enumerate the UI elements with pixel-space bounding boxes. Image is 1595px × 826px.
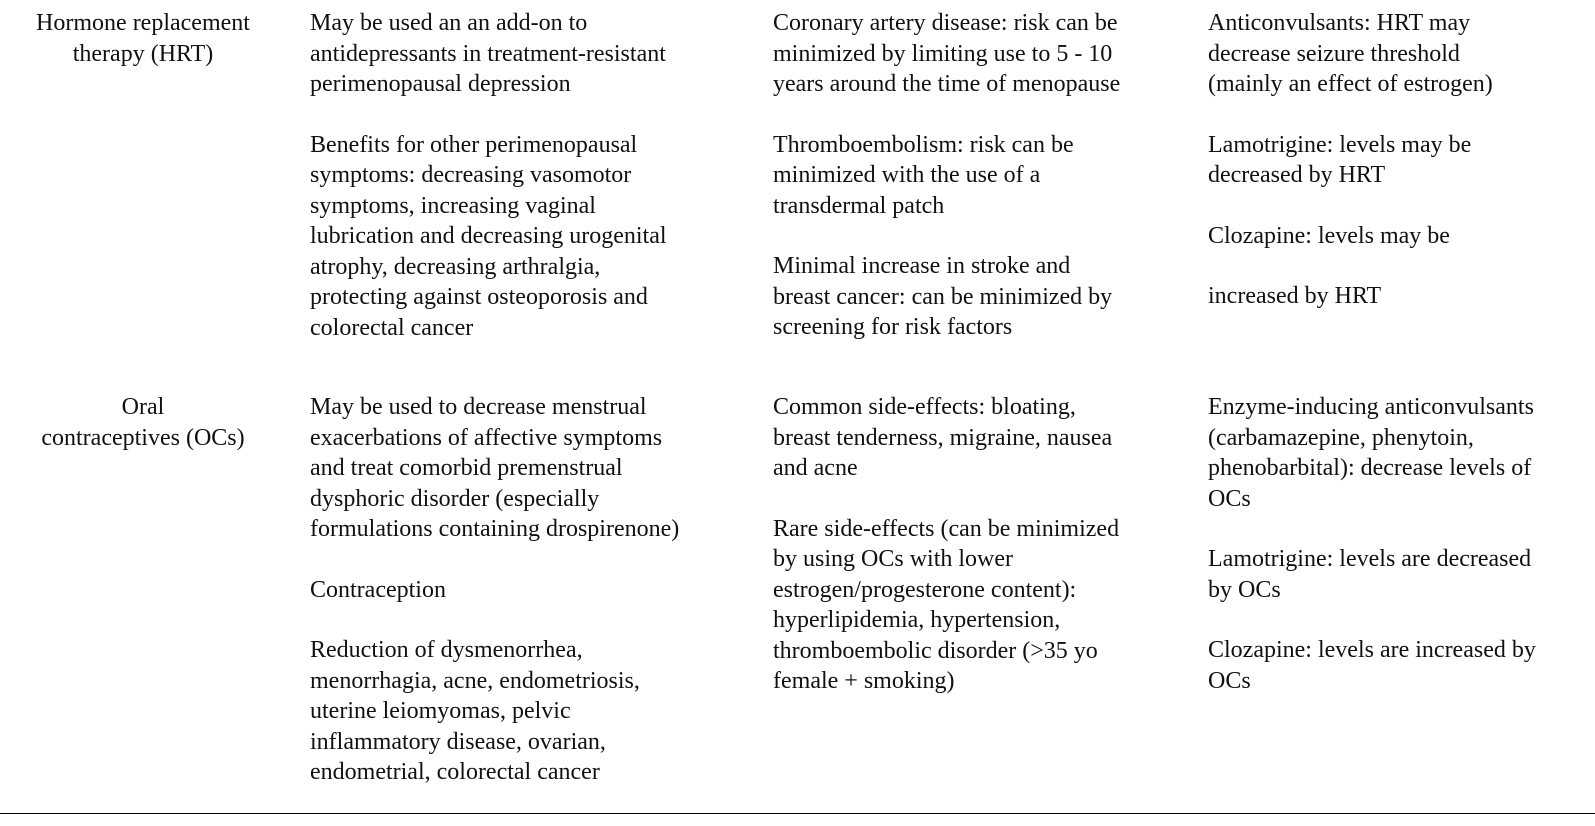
text-line: Anticonvulsants: HRT may [1208, 10, 1471, 36]
drug-name-line: Oral [121, 394, 165, 420]
risk-paragraph [773, 514, 1119, 697]
drug-name-line: contraceptives (OCs) [41, 424, 245, 451]
text-line: protecting against osteoporosis and [310, 284, 648, 310]
interactions-cell-hrt [1208, 8, 1493, 312]
uses-cell-hrt [310, 8, 667, 343]
text-line: Enzyme-inducing anticonvulsants [1208, 394, 1534, 420]
text-line: uterine leiomyomas, pelvic [310, 698, 571, 724]
risk-paragraph [773, 251, 1120, 343]
text-line: by using OCs with lower [773, 546, 1013, 572]
text-line: May be used to decrease menstrual [310, 394, 647, 420]
interaction-paragraph [1208, 221, 1493, 252]
text-line: May be used an an add-on to [310, 10, 588, 36]
text-line: OCs [1208, 667, 1251, 694]
text-line: (carbamazepine, phenytoin, [1208, 424, 1474, 451]
text-line: endometrial, colorectal cancer [310, 759, 600, 785]
drug-name-line: therapy (HRT) [72, 40, 214, 67]
text-line: female + smoking) [773, 668, 955, 694]
text-line: transdermal patch [773, 192, 945, 219]
text-line: minimized by limiting use to 5 - 10 [773, 40, 1113, 67]
uses-cell-ocs [310, 392, 679, 788]
text-line: thromboembolic disorder (>35 yo [773, 637, 1098, 664]
interaction-paragraph [1208, 130, 1493, 191]
text-line: estrogen/progesterone content): [773, 576, 1077, 603]
text-line: Lamotrigine: levels may be [1208, 131, 1472, 158]
risk-paragraph [773, 8, 1120, 100]
text-line: Lamotrigine: levels are decreased [1208, 546, 1532, 572]
risk-paragraph [773, 392, 1119, 484]
text-line: screening for risk factors [773, 314, 1013, 340]
use-paragraph [310, 130, 667, 344]
text-line: antidepressants in treatment-resistant [310, 40, 666, 67]
text-line: Minimal increase in stroke and [773, 253, 1071, 279]
text-line: breast tenderness, migraine, nausea [773, 424, 1113, 451]
text-line: dysphoric disorder (especially [310, 485, 600, 512]
text-line: Reduction of dysmenorrhea, [310, 637, 583, 663]
text-line: OCs [1208, 485, 1251, 512]
text-line: menorrhagia, acne, endometriosis, [310, 667, 640, 694]
text-line: Clozapine: levels may be [1208, 222, 1450, 249]
text-line: Thromboembolism: risk can be [773, 131, 1074, 158]
interactions-cell-ocs [1208, 392, 1536, 696]
text-line: by OCs [1208, 576, 1281, 603]
use-paragraph [310, 392, 679, 545]
text-line: symptoms, increasing vaginal [310, 192, 596, 219]
text-line: (mainly an effect of estrogen) [1208, 71, 1493, 97]
text-line: inflammatory disease, ovarian, [310, 728, 606, 755]
text-line: perimenopausal depression [310, 71, 571, 97]
text-line: symptoms: decreasing vasomotor [310, 162, 632, 188]
text-line: colorectal cancer [310, 314, 474, 341]
use-paragraph [310, 635, 679, 788]
text-line: atrophy, decreasing arthralgia, [310, 253, 601, 280]
drug-name-ocs [8, 392, 278, 453]
interaction-paragraph [1208, 635, 1536, 696]
table-bottom-rule [0, 813, 1595, 814]
text-line: Contraception [310, 576, 446, 603]
interaction-paragraph [1208, 281, 1493, 312]
text-line: minimized with the use of a [773, 162, 1041, 188]
interaction-paragraph [1208, 392, 1536, 514]
risks-cell-hrt [773, 8, 1120, 343]
text-line: exacerbations of affective symptoms [310, 424, 663, 451]
text-line: breast cancer: can be minimized by [773, 283, 1113, 310]
drug-name-hrt [8, 8, 278, 69]
text-line: Coronary artery disease: risk can be [773, 10, 1118, 36]
text-line: decreased by HRT [1208, 162, 1386, 188]
interaction-paragraph [1208, 8, 1493, 100]
text-line: Benefits for other perimenopausal [310, 131, 638, 158]
text-line: Common side-effects: bloating, [773, 394, 1076, 420]
interaction-paragraph [1208, 544, 1536, 605]
text-line: and acne [773, 455, 858, 481]
text-line: Clozapine: levels are increased by [1208, 637, 1536, 663]
text-line: years around the time of menopause [773, 71, 1121, 97]
text-line: decrease seizure threshold [1208, 40, 1460, 67]
text-line: Rare side-effects (can be minimized [773, 515, 1120, 542]
text-line: and treat comorbid premenstrual [310, 455, 623, 481]
text-line: increased by HRT [1208, 283, 1382, 309]
use-paragraph [310, 8, 667, 100]
use-paragraph [310, 575, 679, 606]
text-line: phenobarbital): decrease levels of [1208, 455, 1532, 481]
text-line: formulations containing drospirenone) [310, 516, 680, 542]
risks-cell-ocs [773, 392, 1119, 697]
text-line: hyperlipidemia, hypertension, [773, 607, 1061, 633]
risk-paragraph [773, 130, 1120, 222]
drug-name-line: Hormone replacement [36, 10, 250, 36]
text-line: lubrication and decreasing urogenital [310, 223, 667, 249]
